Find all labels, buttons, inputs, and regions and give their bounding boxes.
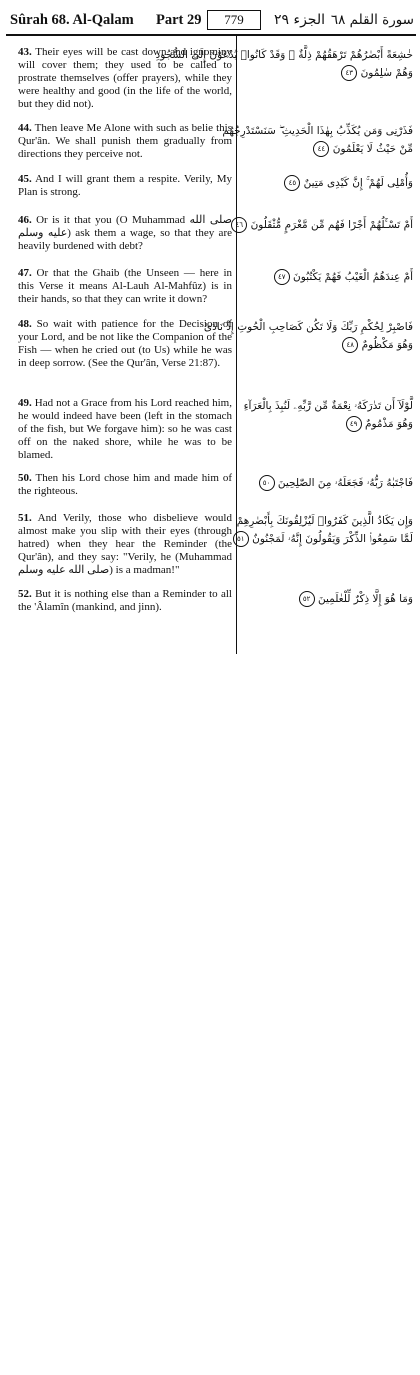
ayah-number-marker: ٤٤ xyxy=(313,141,329,157)
verse-text: But it is nothing else than a Reminder to all the 'Âlamîn (mankind, and jinn). xyxy=(18,588,232,613)
verse-text: Then his Lord chose him and made him of the righteous. xyxy=(18,472,232,497)
verse-50-translation xyxy=(18,472,232,498)
arabic-line: لَّوْلَآ أَن تَدٰرَكَهُۥ نِعْمَةٌ مِّن رَّبِّهِۦ لَنُبِذَ بِالْعَرَآءِ xyxy=(243,400,413,412)
verse-number: 44. xyxy=(18,122,32,134)
surah-title-arabic: سورة القلم ٦٨ xyxy=(330,12,414,28)
arabic-line: خٰشِعَةً أَبْصٰرُهُمْ تَرْهَقُهُمْ ذِلَّةٌ ۖ وَقَدْ كَانُوا۟ يُدْعَوْنَ إِلَى السُّجُودِ xyxy=(155,49,413,61)
arabic-line: وَهُوَ مَكْظُومٌ xyxy=(361,339,413,351)
verse-number: 43. xyxy=(18,46,32,58)
verse-50-arabic xyxy=(241,474,413,492)
ayah-number-marker: ٥١ xyxy=(233,531,249,547)
verse-number: 50. xyxy=(18,472,32,484)
ayah-number-marker: ٥٠ xyxy=(259,475,275,491)
verse-49-arabic xyxy=(241,397,413,433)
verse-text: Had not a Grace from his Lord reached him, he would indeed have been (left in the stomach of the fish, but We forgave him): so he was cast off on the naked shore, while he was to be blamed. xyxy=(18,397,232,461)
page-number: 779 xyxy=(207,10,261,30)
arabic-line: أَمْ تَسْـَٔلُهُمْ أَجْرًا فَهُم مِّن مَّغْرَمٍ مُّثْقَلُونَ xyxy=(250,219,413,231)
verse-45-translation xyxy=(18,173,232,199)
arabic-line: وَإِن يَكَادُ الَّذِينَ كَفَرُوا۟ لَيُزْلِقُونَكَ بِأَبْصٰرِهِمْ xyxy=(236,515,413,527)
arabic-line: وَهُمْ سٰلِمُونَ xyxy=(360,67,413,79)
verse-number: 45. xyxy=(18,173,32,185)
arabic-line: فَذَرْنِى وَمَن يُكَذِّبُ بِهٰذَا الْحَدِيثِ ۖ سَنَسْتَدْرِجُهُم xyxy=(222,125,413,137)
part-label: Part 29 xyxy=(156,12,202,28)
verse-text: Or that the Ghaib (the Unseen — here in this Verse it means Al-Lauh Al-Mahfûz) is in their hands, so that they can write it down? xyxy=(18,267,232,305)
arabic-line: وَأُمْلِى لَهُمْ ۚ إِنَّ كَيْدِى مَتِينٌ xyxy=(303,177,413,189)
page-header xyxy=(6,10,414,32)
header-rule xyxy=(6,34,416,36)
ayah-number-marker: ٥٢ xyxy=(299,591,315,607)
ayah-number-marker: ٤٧ xyxy=(274,269,290,285)
ayah-number-marker: ٤٦ xyxy=(231,217,247,233)
ayah-number-marker: ٤٩ xyxy=(346,416,362,432)
verse-number: 52. xyxy=(18,588,32,600)
verse-43-arabic xyxy=(155,46,413,82)
verse-47-translation xyxy=(18,267,232,306)
verse-46-translation xyxy=(18,214,232,253)
arabic-line: مِّنْ حَيْثُ لَا يَعْلَمُونَ xyxy=(332,143,413,155)
juz-label-arabic: الجزء ٢٩ xyxy=(274,12,325,28)
arabic-line: لَمَّا سَمِعُوا۟ الذِّكْرَ وَيَقُولُونَ إِنَّهُۥ لَمَجْنُونٌ xyxy=(252,533,413,545)
verse-number: 51. xyxy=(18,512,32,524)
verse-text: Or is it that you (O Muhammad صلى الله عليه وسلم) ask them a wage, so that they are heavily burdened with debt? xyxy=(18,214,232,252)
arabic-line: وَمَا هُوَ إِلَّا ذِكْرٌ لِّلْعٰلَمِينَ xyxy=(317,593,413,605)
verse-44-translation xyxy=(18,122,232,161)
verse-52-translation xyxy=(18,588,232,614)
verse-51-translation xyxy=(18,512,232,577)
verse-number: 47. xyxy=(18,267,32,279)
ayah-number-marker: ٤٨ xyxy=(342,337,358,353)
verse-text: So wait with patience for the Decision of your Lord, and be not like the Companion of the Fish — when he cried out (to Us) while he was in deep sorrow. (See the Qur'ân, Verse 21:87). xyxy=(18,318,232,369)
verse-51-arabic xyxy=(236,512,413,548)
verse-48-arabic xyxy=(203,318,413,354)
verse-47-arabic xyxy=(241,268,413,286)
ayah-number-marker: ٤٣ xyxy=(341,65,357,81)
surah-title: Sûrah 68. Al-Qalam xyxy=(10,12,134,28)
verse-45-arabic xyxy=(241,174,413,192)
verse-52-arabic xyxy=(241,590,413,608)
verse-text: Their eyes will be cast down and ignominy will cover them; they used to be called to prostrate themselves (offer prayers), while they were healthy and good (in the life of the world, but they did not). xyxy=(18,46,232,110)
verse-49-translation xyxy=(18,397,232,462)
arabic-line: فَاصْبِرْ لِحُكْمِ رَبِّكَ وَلَا تَكُن كَصَاحِبِ الْحُوتِ إِذْ نَادَىٰ xyxy=(203,321,413,333)
verse-number: 46. xyxy=(18,214,32,226)
verse-48-translation xyxy=(18,318,232,370)
verse-text: And Verily, those who disbelieve would almost make you slip with their eyes (through hatred) when they hear the Reminder (the Qur'ân), and they say: "Verily, he (Muhammad صلى الله عليه وسلم) is a madman!" xyxy=(18,512,232,576)
arabic-line: أَمْ عِندَهُمُ الْغَيْبُ فَهُمْ يَكْتُبُونَ xyxy=(293,271,413,283)
ayah-number-marker: ٤٥ xyxy=(284,175,300,191)
verse-number: 49. xyxy=(18,397,32,409)
arabic-line: وَهُوَ مَذْمُومٌ xyxy=(364,418,413,430)
verse-46-arabic xyxy=(235,216,413,234)
arabic-line: فَاجْتَبٰهُ رَبُّهُۥ فَجَعَلَهُۥ مِنَ الصّٰلِحِينَ xyxy=(277,477,413,489)
verse-number: 48. xyxy=(18,318,32,330)
verse-text: And I will grant them a respite. Verily, My Plan is strong. xyxy=(18,173,232,198)
verse-text: Then leave Me Alone with such as belie this Qur'ân. We shall punish them gradually from directions they perceive not. xyxy=(18,122,232,160)
verse-44-arabic xyxy=(222,122,413,158)
